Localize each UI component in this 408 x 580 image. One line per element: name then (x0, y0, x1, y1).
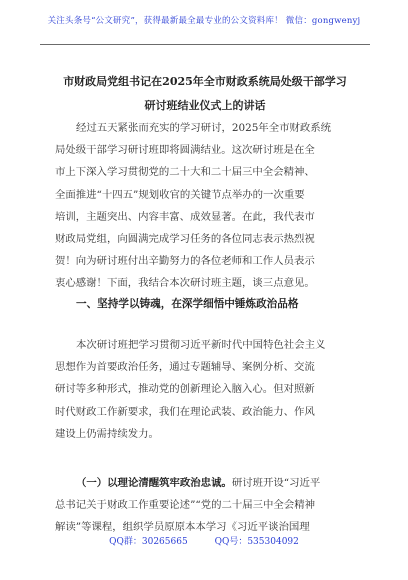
paragraph-line: 衷心感谢！下面，我结合本次研讨班主题，谈三点意见。 (55, 277, 315, 290)
paragraph-section-1 (55, 334, 365, 445)
paragraph-intro (55, 117, 365, 295)
header-divider (40, 44, 370, 45)
paragraph-line-rest: 研讨班开设“习近平 (231, 477, 321, 489)
paragraph-line: 经过五天紧张而充实的学习研讨，2025年全市财政系统 (76, 122, 332, 134)
paragraph-subsection-1 (55, 472, 365, 539)
paragraph-line: 财政局党组，向圆满完成学习任务的各位同志表示热烈祝 (55, 233, 315, 246)
subsection-lead: （一）以理论清醒筑牢政治忠诚。 (76, 477, 232, 489)
paragraph-line: 全面推进“十四五”规划收官的关键节点举办的一次重要 (55, 188, 305, 201)
paragraph-line (55, 472, 365, 494)
paragraph-line: 局处级干部学习研讨班即将圆满结业。这次研讨班是在全 (55, 144, 315, 157)
paragraph-line: 建设上仍需持续发力。 (55, 427, 159, 440)
paragraph-line: 总书记关于财政工作重要论述”“党的二十届三中全会精神 (55, 499, 315, 512)
paragraph-line: 研讨等多种形式，推动党的创新理论入脑入心。但对照新 (55, 383, 315, 396)
footer-qq-number: QQ号：535304092 (214, 537, 299, 547)
paragraph-line: 解读”等课程，组织学员原原本本学习《习近平谈治国理 (55, 521, 310, 534)
document-title-line-1: 市财政局党组书记在2025年全市财政系统局处级干部学习 (63, 75, 347, 88)
document-title-line-2: 研讨班结业仪式上的讲话 (144, 99, 266, 112)
paragraph-line: 市上下深入学习贯彻党的二十大和二十届三中全会精神、 (55, 166, 315, 179)
footer-contact (0, 534, 408, 547)
header-banner: 关注头条号“公文研究”，获得最新最全最专业的公文资料库！ 微信：gongwenyj (47, 16, 361, 26)
paragraph-line: 培训，主题突出、内容丰富、成效显著。在此，我代表市 (55, 210, 315, 223)
footer-qq-group: QQ群：30265665 (109, 537, 188, 547)
paragraph-line: 思想作为首要政治任务，通过专题辅导、案例分析、交流 (55, 361, 315, 374)
section-heading-1: 一、坚持学以铸魂，在深学细悟中锤炼政治品格 (76, 298, 299, 310)
paragraph-line: 本次研讨班把学习贯彻习近平新时代中国特色社会主义 (76, 339, 326, 351)
paragraph-line: 时代财政工作新要求，我们在理论武装、政治能力、作风 (55, 405, 315, 418)
paragraph-line: 贺！向为研讨班付出辛勤努力的各位老师和工作人员表示 (55, 255, 315, 268)
